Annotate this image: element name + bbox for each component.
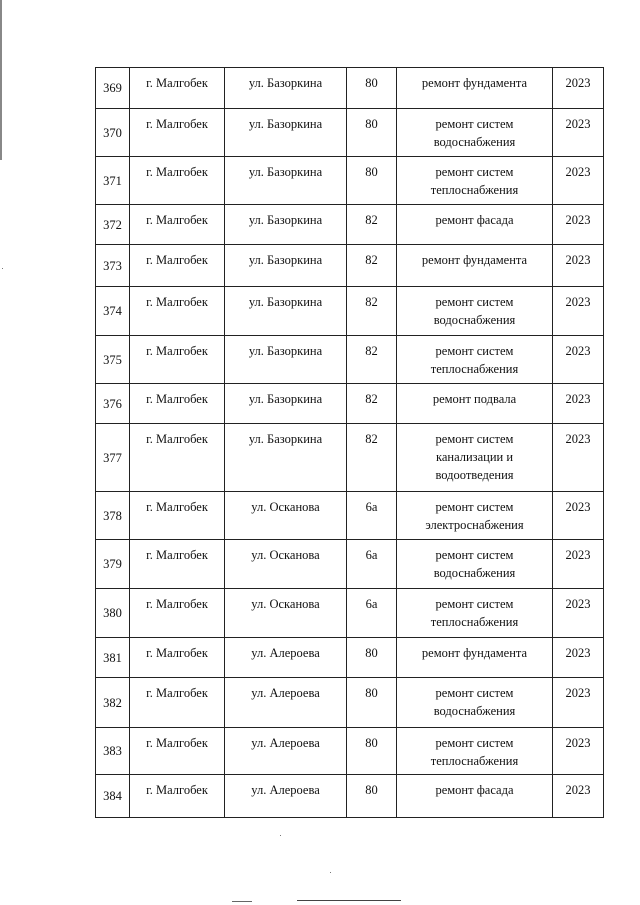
row-number: 384 [96, 775, 130, 818]
table-row [96, 678, 604, 728]
street-cell: ул. Осканова [225, 589, 347, 638]
year-cell: 2023 [553, 68, 604, 109]
work-type-cell: ремонт систем теплоснабжения [397, 589, 553, 638]
house-cell: 80 [347, 109, 397, 157]
scan-speck [330, 872, 331, 873]
row-number: 371 [96, 157, 130, 205]
house-cell: 80 [347, 728, 397, 775]
work-type-cell: ремонт систем теплоснабжения [397, 336, 553, 384]
table-row [96, 109, 604, 157]
house-cell: 6а [347, 492, 397, 540]
street-cell: ул. Алероева [225, 638, 347, 678]
house-cell: 6а [347, 540, 397, 589]
street-cell: ул. Базоркина [225, 336, 347, 384]
house-cell: 82 [347, 287, 397, 336]
row-number: 376 [96, 384, 130, 424]
street-cell: ул. Базоркина [225, 109, 347, 157]
table-row [96, 638, 604, 678]
year-cell: 2023 [553, 728, 604, 775]
scan-page-edge [0, 0, 2, 160]
work-type-cell: ремонт систем теплоснабжения [397, 157, 553, 205]
work-type-cell: ремонт систем водоснабжения [397, 540, 553, 589]
row-number: 372 [96, 205, 130, 245]
table-row [96, 384, 604, 424]
row-number: 370 [96, 109, 130, 157]
work-type-cell: ремонт систем водоснабжения [397, 678, 553, 728]
city-cell: г. Малгобек [130, 157, 225, 205]
street-cell: ул. Базоркина [225, 424, 347, 492]
work-type-cell: ремонт фасада [397, 205, 553, 245]
table-row [96, 728, 604, 775]
city-cell: г. Малгобек [130, 589, 225, 638]
year-cell: 2023 [553, 424, 604, 492]
house-cell: 80 [347, 678, 397, 728]
street-cell: ул. Алероева [225, 678, 347, 728]
city-cell: г. Малгобек [130, 540, 225, 589]
year-cell: 2023 [553, 205, 604, 245]
table-row [96, 775, 604, 818]
house-cell: 82 [347, 384, 397, 424]
work-type-cell: ремонт систем электроснабжения [397, 492, 553, 540]
street-cell: ул. Алероева [225, 775, 347, 818]
table-body [96, 68, 604, 818]
year-cell: 2023 [553, 540, 604, 589]
house-cell: 80 [347, 68, 397, 109]
street-cell: ул. Базоркина [225, 384, 347, 424]
scan-speck [2, 268, 3, 269]
city-cell: г. Малгобек [130, 728, 225, 775]
city-cell: г. Малгобек [130, 336, 225, 384]
year-cell: 2023 [553, 492, 604, 540]
city-cell: г. Малгобек [130, 678, 225, 728]
scan-speck [280, 835, 281, 836]
work-type-cell: ремонт систем канализации и водоотведения [397, 424, 553, 492]
city-cell: г. Малгобек [130, 205, 225, 245]
year-cell: 2023 [553, 775, 604, 818]
house-cell: 82 [347, 205, 397, 245]
table-row [96, 68, 604, 109]
street-cell: ул. Осканова [225, 540, 347, 589]
work-type-cell: ремонт фасада [397, 775, 553, 818]
year-cell: 2023 [553, 384, 604, 424]
city-cell: г. Малгобек [130, 245, 225, 287]
house-cell: 82 [347, 424, 397, 492]
work-type-cell: ремонт систем водоснабжения [397, 109, 553, 157]
row-number: 374 [96, 287, 130, 336]
table-row [96, 205, 604, 245]
work-type-cell: ремонт подвала [397, 384, 553, 424]
city-cell: г. Малгобек [130, 638, 225, 678]
year-cell: 2023 [553, 245, 604, 287]
table-row [96, 336, 604, 384]
house-cell: 80 [347, 157, 397, 205]
work-type-cell: ремонт систем водоснабжения [397, 287, 553, 336]
street-cell: ул. Базоркина [225, 287, 347, 336]
work-type-cell: ремонт фундамента [397, 68, 553, 109]
row-number: 381 [96, 638, 130, 678]
street-cell: ул. Алероева [225, 728, 347, 775]
year-cell: 2023 [553, 678, 604, 728]
row-number: 383 [96, 728, 130, 775]
row-number: 377 [96, 424, 130, 492]
row-number: 378 [96, 492, 130, 540]
row-number: 380 [96, 589, 130, 638]
work-type-cell: ремонт фундамента [397, 638, 553, 678]
house-cell: 80 [347, 638, 397, 678]
row-number: 382 [96, 678, 130, 728]
street-cell: ул. Базоркина [225, 245, 347, 287]
repair-schedule-table [95, 67, 604, 818]
year-cell: 2023 [553, 336, 604, 384]
year-cell: 2023 [553, 638, 604, 678]
house-cell: 82 [347, 245, 397, 287]
year-cell: 2023 [553, 589, 604, 638]
year-cell: 2023 [553, 157, 604, 205]
year-cell: 2023 [553, 287, 604, 336]
table-row [96, 245, 604, 287]
table-row [96, 157, 604, 205]
city-cell: г. Малгобек [130, 68, 225, 109]
street-cell: ул. Базоркина [225, 157, 347, 205]
work-type-cell: ремонт фундамента [397, 245, 553, 287]
city-cell: г. Малгобек [130, 492, 225, 540]
house-cell: 80 [347, 775, 397, 818]
city-cell: г. Малгобек [130, 384, 225, 424]
city-cell: г. Малгобек [130, 109, 225, 157]
table-row [96, 424, 604, 492]
row-number: 379 [96, 540, 130, 589]
street-cell: ул. Базоркина [225, 68, 347, 109]
footer-signature-line [297, 900, 401, 901]
table-row [96, 589, 604, 638]
street-cell: ул. Базоркина [225, 205, 347, 245]
row-number: 375 [96, 336, 130, 384]
row-number: 369 [96, 68, 130, 109]
house-cell: 6а [347, 589, 397, 638]
footer-mark [232, 901, 252, 902]
city-cell: г. Малгобек [130, 424, 225, 492]
city-cell: г. Малгобек [130, 775, 225, 818]
table-row [96, 287, 604, 336]
city-cell: г. Малгобек [130, 287, 225, 336]
work-type-cell: ремонт систем теплоснабжения [397, 728, 553, 775]
table-row [96, 540, 604, 589]
year-cell: 2023 [553, 109, 604, 157]
table-row [96, 492, 604, 540]
row-number: 373 [96, 245, 130, 287]
house-cell: 82 [347, 336, 397, 384]
street-cell: ул. Осканова [225, 492, 347, 540]
